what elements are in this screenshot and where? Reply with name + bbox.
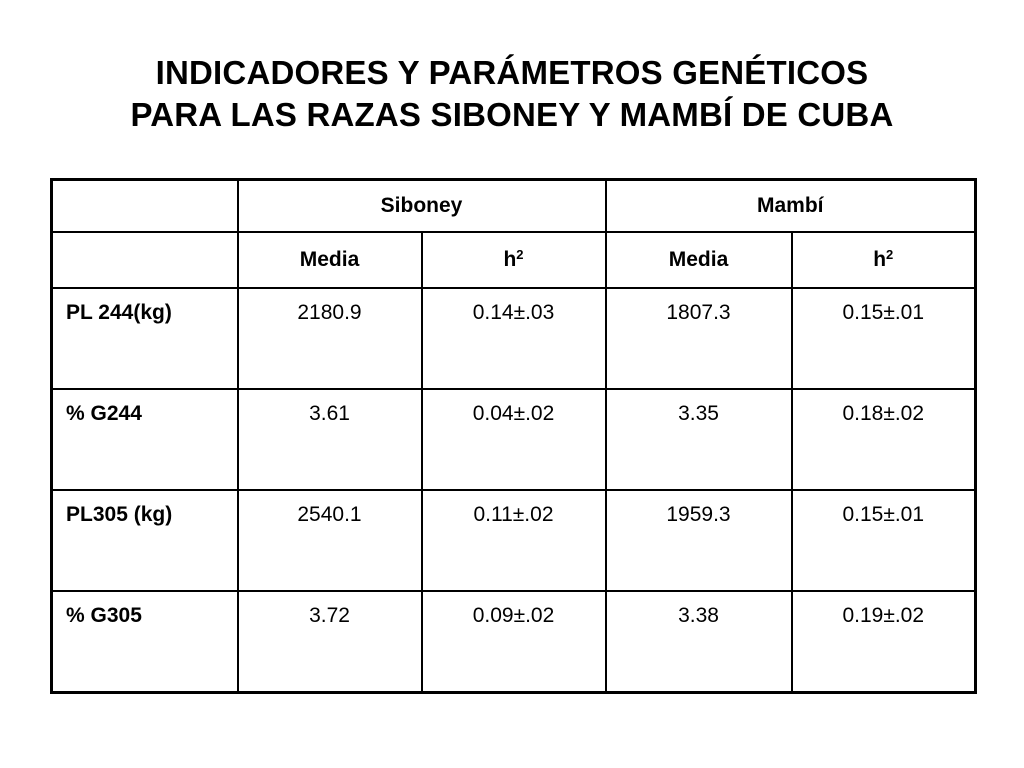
h2-base: h: [503, 248, 517, 271]
subheader-siboney-h2: [422, 232, 606, 288]
siboney-h2-cell: 0.09±.02: [422, 591, 606, 693]
row-label: % G305: [52, 591, 238, 693]
row-label: % G244: [52, 389, 238, 490]
siboney-h2-cell: 0.11±.02: [422, 490, 606, 591]
mambi-media-cell: 1807.3: [606, 288, 792, 389]
subheader-siboney-media: Media: [238, 232, 422, 288]
group-header-siboney: Siboney: [238, 180, 606, 233]
mambi-h2-cell: 0.19±.02: [792, 591, 976, 693]
table-row: [52, 288, 976, 389]
mambi-h2-cell: 0.15±.01: [792, 490, 976, 591]
siboney-media-cell: 2180.9: [238, 288, 422, 389]
mambi-h2-cell: 0.18±.02: [792, 389, 976, 490]
table-row: [52, 591, 976, 693]
siboney-media-cell: 3.72: [238, 591, 422, 693]
table-row: [52, 389, 976, 490]
subheader-mambi-h2: [792, 232, 976, 288]
h2-superscript: 2: [516, 247, 524, 262]
title-line-1: INDICADORES Y PARÁMETROS GENÉTICOS: [155, 54, 869, 91]
mambi-media-cell: 1959.3: [606, 490, 792, 591]
row-label: PL305 (kg): [52, 490, 238, 591]
title-line-2: PARA LAS RAZAS SIBONEY Y MAMBÍ DE CUBA: [130, 96, 894, 133]
corner-cell: [52, 180, 238, 233]
row-label: PL 244(kg): [52, 288, 238, 389]
group-header-mambi: Mambí: [606, 180, 976, 233]
mambi-media-cell: 3.38: [606, 591, 792, 693]
genetic-parameters-table: [50, 178, 977, 694]
h2-base: h: [873, 248, 887, 271]
siboney-media-cell: 2540.1: [238, 490, 422, 591]
siboney-h2-cell: 0.04±.02: [422, 389, 606, 490]
slide-title: [0, 52, 1024, 136]
mambi-h2-cell: 0.15±.01: [792, 288, 976, 389]
siboney-media-cell: 3.61: [238, 389, 422, 490]
subheader-row: [52, 232, 976, 288]
h2-superscript: 2: [886, 247, 894, 262]
corner-cell-sub: [52, 232, 238, 288]
subheader-mambi-media: Media: [606, 232, 792, 288]
group-header-row: [52, 180, 976, 233]
siboney-h2-cell: 0.14±.03: [422, 288, 606, 389]
table-row: [52, 490, 976, 591]
mambi-media-cell: 3.35: [606, 389, 792, 490]
